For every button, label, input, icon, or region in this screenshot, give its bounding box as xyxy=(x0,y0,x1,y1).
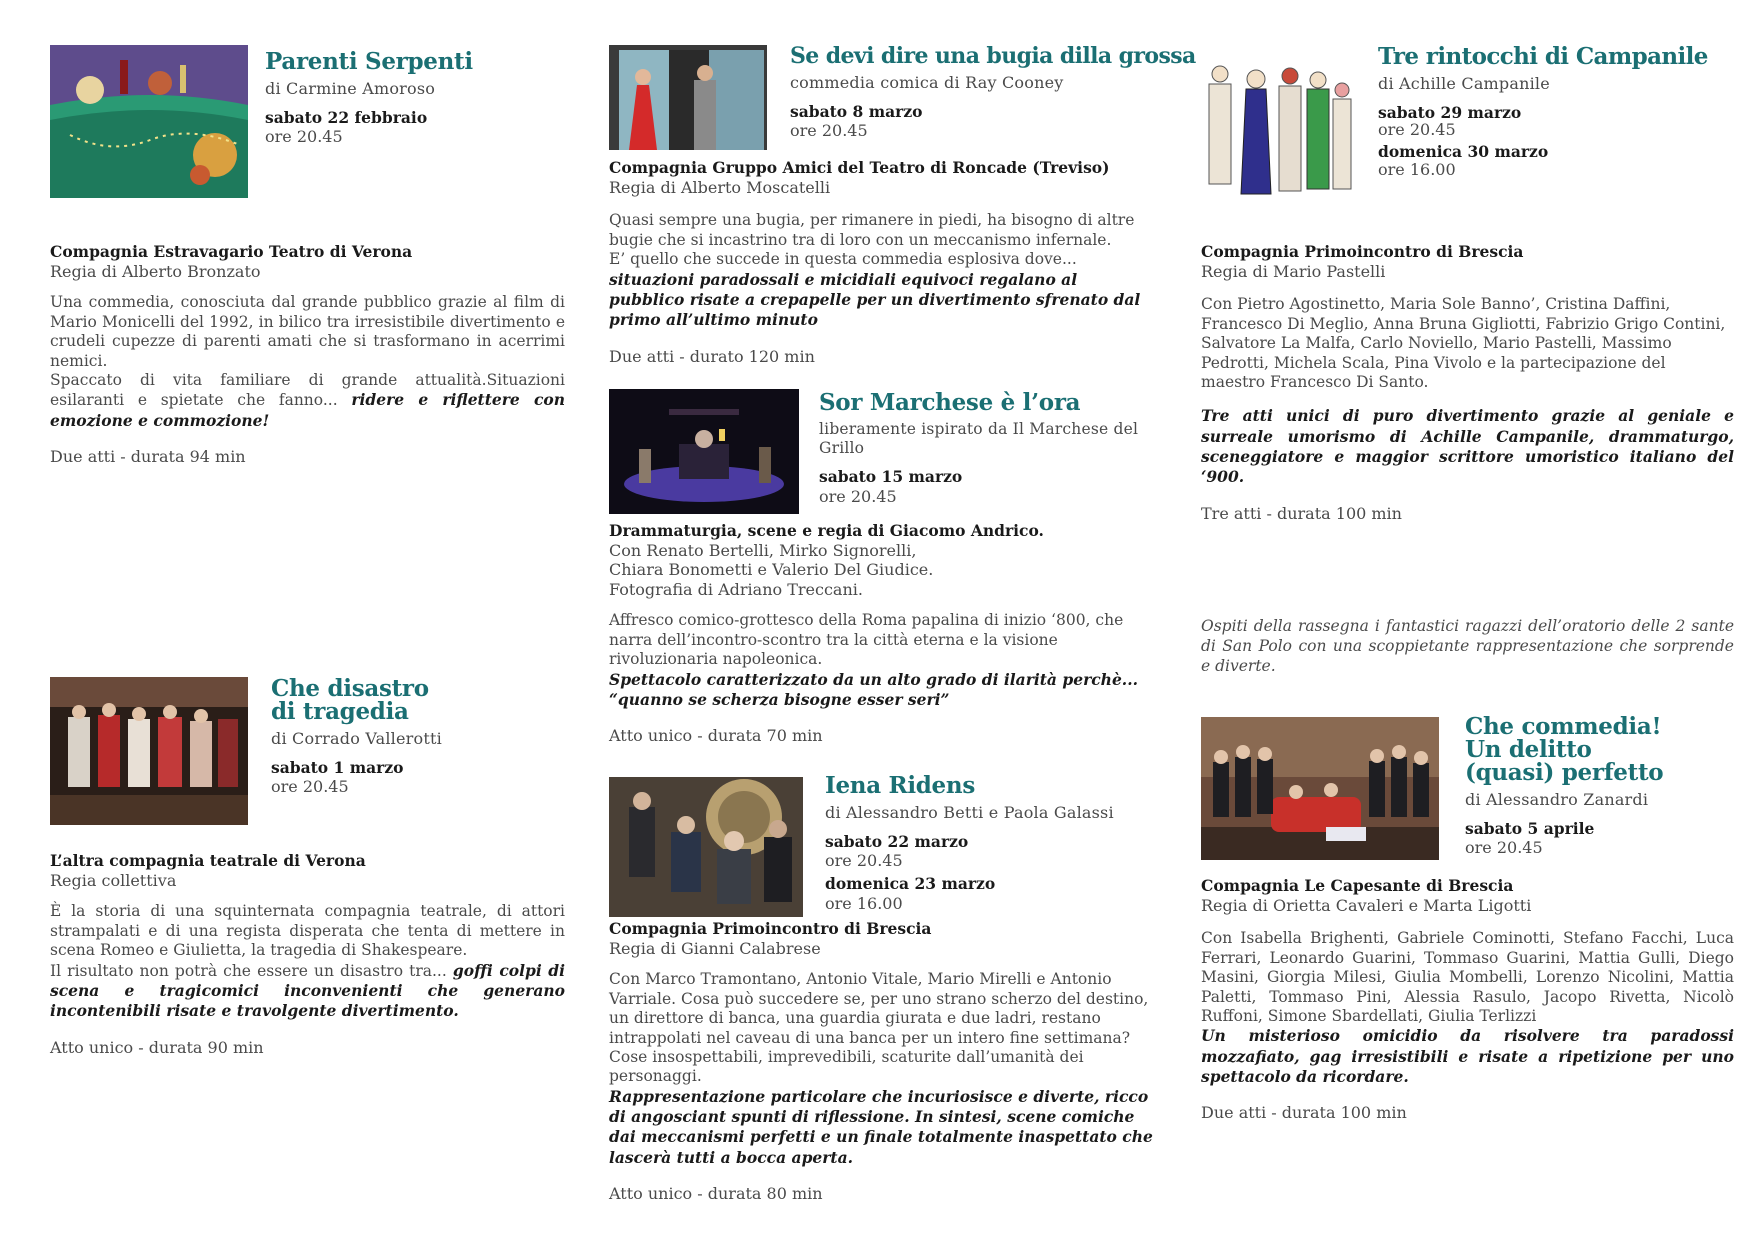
stage-photo-icon xyxy=(609,777,803,917)
show-company: Drammaturgia, scene e regia di Giacomo Andrico. xyxy=(609,521,1044,540)
show-title: Sor Marchese è l’ora xyxy=(819,389,1081,416)
show-duration: Tre atti - durata 100 min xyxy=(1201,503,1402,523)
show-duration: Due atti - durato 120 min xyxy=(609,346,815,366)
show-author: liberamente ispirato da Il Marchese del Grillo xyxy=(819,420,1139,457)
stage-photo-icon xyxy=(50,677,248,825)
show-time: ore 20.45 xyxy=(819,486,897,506)
show-time: ore 20.45 xyxy=(790,121,868,141)
show-direction: Regia collettiva xyxy=(50,870,177,890)
stage-photo-icon xyxy=(609,389,799,514)
show-duration: Due atti - durata 94 min xyxy=(50,447,246,467)
show-header-parenti-serpenti xyxy=(265,50,565,147)
show-direction: Regia di Alberto Bronzato xyxy=(50,261,261,281)
show-direction: Regia di Gianni Calabrese xyxy=(609,938,821,958)
show-header-bugia xyxy=(790,43,1196,141)
show-author: commedia comica di Ray Cooney xyxy=(790,73,1064,92)
show-title: Iena Ridens xyxy=(825,772,975,799)
show-duration: Due atti - durata 100 min xyxy=(1201,1103,1407,1123)
show-date: sabato 5 aprile xyxy=(1465,818,1595,838)
show-direction: Regia di Mario Pastelli xyxy=(1201,261,1386,281)
show-body-parenti-serpenti xyxy=(50,243,565,467)
guest-note: Ospiti della rassegna i fantastici ragazzi dell’oratorio delle 2 sante di San Polo con una scoppietante rappresentazione che sorprende e diverte. xyxy=(1201,617,1734,675)
show-company: Compagnia Le Capesante di Brescia xyxy=(1201,876,1514,895)
show-date-2: domenica 23 marzo xyxy=(825,873,996,893)
show-description: È la storia di una squinternata compagnia teatrale, di attori strampalati e di una regista disperata che tenta di mettere in scena Romeo e Giulietta, la tragedia di Shakespeare. Il risultato non potrà che essere un disastro tra... goffi colpi di scena e tragicomici inconvenienti che generano incontenibili risate e travolgente divertimento. xyxy=(50,902,566,1021)
show-header-che-disastro xyxy=(271,677,571,797)
show-time: ore 20.45 xyxy=(825,851,903,871)
show-company: Compagnia Gruppo Amici del Teatro di Roncade (Treviso) xyxy=(609,158,1110,177)
show-date: sabato 1 marzo xyxy=(271,757,404,777)
show-title-line2: Un delitto xyxy=(1465,736,1592,763)
show-credits: Con Renato Bertelli, Mirko Signorelli, Chiara Bonometti e Valerio Del Giudice. Fotografia di Adriano Treccani. xyxy=(609,540,934,599)
show-company: Compagnia Estravagario Teatro di Verona xyxy=(50,242,413,261)
show-body-che-disastro xyxy=(50,852,565,1057)
show-duration: Atto unico - durata 90 min xyxy=(50,1037,264,1057)
show-title: Tre rintocchi di Campanile xyxy=(1378,43,1708,70)
show-direction: Regia di Alberto Moscatelli xyxy=(609,177,831,197)
show-body-bugia xyxy=(609,159,1154,366)
show-title: Che commedia! xyxy=(1465,713,1662,740)
show-header-che-commedia xyxy=(1465,715,1734,858)
show-date: sabato 15 marzo xyxy=(819,466,963,486)
show-time: ore 20.45 xyxy=(271,777,349,797)
show-description: Quasi sempre una bugia, per rimanere in piedi, ha bisogno di altre bugie che si incastrino tra di loro con un meccanismo infernale. E’ quello che succede in questa commedia esplosiva dove... situazioni paradossali e micidiali equivoci regalano al pubblico risate a crepapelle per un divertimento sfrenato dal primo all’ultimo minuto xyxy=(609,211,1141,330)
show-author: di Carmine Amoroso xyxy=(265,79,436,98)
stage-photo-icon xyxy=(609,45,767,150)
show-company: L’altra compagnia teatrale di Verona xyxy=(50,851,366,870)
show-title: Se devi dire una bugia dilla grossa xyxy=(790,43,1196,69)
show-company: Compagnia Primoincontro di Brescia xyxy=(1201,242,1524,261)
show-date: sabato 8 marzo xyxy=(790,101,923,121)
show-title-line3: (quasi) perfetto xyxy=(1465,759,1664,786)
show-time: ore 20.45 xyxy=(265,127,343,147)
show-header-sor-marchese xyxy=(819,391,1154,506)
show-description: Con Isabella Brighenti, Gabriele Cominotti, Stefano Facchi, Luca Ferrari, Leonardo Guarini, Tommaso Guarini, Mattia Gulli, Diego Masini, Giorgia Milesi, Giulia Mombelli, Lorenzo Nicolini, Mattia Paletti, Tommaso Pini, Alessia Rasulo, Jacopo Rivetta, Nicolò Ruffoni, Simone Sbardellati, Giulia Terlizzi Un misterioso omicidio da risolvere tra paradossi mozzafiato, gag irresistibili e risate a ripetizione per uno spettacolo da ricordare. xyxy=(1201,929,1734,1087)
show-description: Una commedia, conosciuta dal grande pubblico grazie al film di Mario Monicelli del 1992, in bilico tra irresistibile divertimento e crudeli cupezze di parenti amati che si trasformano in acerrimi nemici. Spaccato di vita familiare di grande attualità.Situazioni esilaranti e spietate che fanno... ridere e riflettere con emozione e commozione! xyxy=(50,293,565,430)
show-body-tre-rintocchi xyxy=(1201,243,1734,523)
show-body-sor-marchese xyxy=(609,522,1154,746)
show-date: sabato 22 marzo xyxy=(825,831,969,851)
show-duration: Atto unico - durata 70 min xyxy=(609,726,823,746)
show-header-tre-rintocchi xyxy=(1378,45,1734,179)
show-description: Affresco comico-grottesco della Roma papalina di inizio ‘800, che narra dell’incontro-scontro tra la città eterna e la visione rivoluzionaria napoleonica. Spettacolo caratterizzato da un alto grado di ilarità perchè... “quanno se scherza bisogne esser seri” xyxy=(609,611,1138,709)
show-time-2: ore 16.00 xyxy=(1378,160,1456,180)
illustration-icon xyxy=(1201,44,1356,214)
show-description: Con Marco Tramontano, Antonio Vitale, Mario Mirelli e Antonio Varriale. Cosa può succedere se, per uno strano scherzo del destino, un direttore di banca, una guardia giurata e due ladri, restano intrappolati nel caveau di una banca per un intero fine settimana? Cose insospettabili, imprevedibili, scaturite dall’umanità dei personaggi. Rappresentazione particolare che incuriosisce e diverte, ricco di angosciant spunti di riflessione. In sintesi, scene comiche dai meccanismi perfetti e un finale totalmente inaspettato che lascerà tutti a bocca aperta. xyxy=(609,970,1153,1167)
show-author: di Alessandro Betti e Paola Galassi xyxy=(825,803,1114,822)
stage-photo-icon xyxy=(1201,717,1439,860)
show-title: Che disastro xyxy=(271,675,429,702)
show-title-line2: di tragedia xyxy=(271,698,409,725)
show-time-2: ore 16.00 xyxy=(825,893,903,913)
show-time: ore 20.45 xyxy=(1378,120,1456,140)
show-date: sabato 29 marzo xyxy=(1378,102,1522,122)
show-author: di Achille Campanile xyxy=(1378,74,1550,93)
show-author: di Alessandro Zanardi xyxy=(1465,790,1649,809)
show-author: di Corrado Vallerotti xyxy=(271,729,442,748)
show-time: ore 20.45 xyxy=(1465,838,1543,858)
show-company: Compagnia Primoincontro di Brescia xyxy=(609,919,932,938)
show-body-che-commedia xyxy=(1201,877,1734,1123)
show-title: Parenti Serpenti xyxy=(265,48,473,75)
show-cast: Con Pietro Agostinetto, Maria Sole Banno’, Cristina Daffini, Francesco Di Meglio, Anna Bruna Gigliotti, Fabrizio Grigo Contini, Salvatore La Malfa, Carlo Noviello, Mario Pastelli, Massimo Pedrotti, Michela Scala, Pina Vivolo e la partecipazione del maestro Francesco Di Santo. xyxy=(1201,295,1726,391)
show-direction: Regia di Orietta Cavaleri e Marta Ligotti xyxy=(1201,895,1532,915)
show-body-iena-ridens xyxy=(609,920,1154,1204)
illustration-icon xyxy=(50,45,248,198)
show-duration: Atto unico - durata 80 min xyxy=(609,1184,823,1204)
show-date-2: domenica 30 marzo xyxy=(1378,142,1549,162)
show-description: Tre atti unici di puro divertimento grazie al geniale e surreale umorismo di Achille Campanile, drammaturgo, sceneggiatore e maggior scrittore umoristico italiano del ‘900. xyxy=(1201,406,1734,487)
show-header-iena-ridens xyxy=(825,774,1154,913)
show-date: sabato 22 febbraio xyxy=(265,107,428,127)
